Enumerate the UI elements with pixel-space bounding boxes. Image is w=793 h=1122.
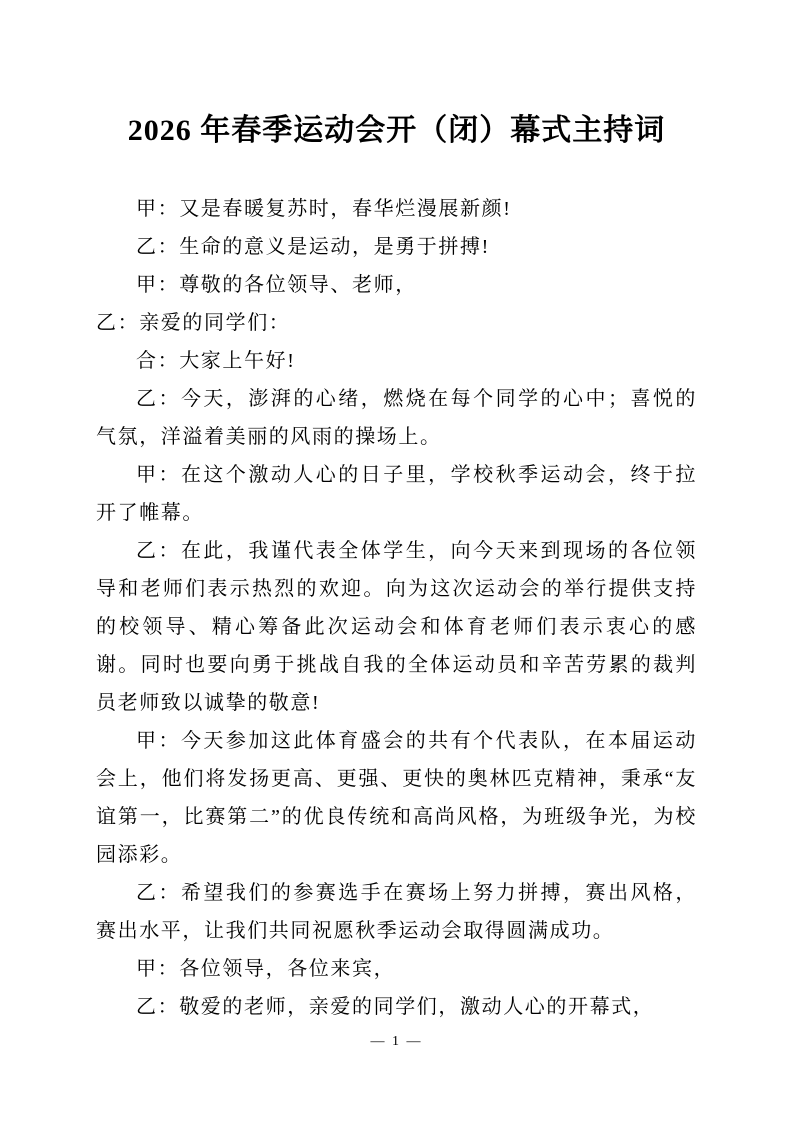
paragraph: 甲：在这个激动人心的日子里，学校秋季运动会，终于拉开了帷幕。 [96,464,697,524]
paragraph: 甲：今天参加这此体育盛会的共有个代表队，在本届运动会上，他们将发扬更高、更强、更快的奥林匹克精神，秉承“友谊第一，比赛第二”的优良传统和高尚风格，为班级争光，为校园添彩。 [96,730,697,866]
paragraph: 合：大家上午好! [136,350,296,372]
page-number: — 1 — [370,1034,423,1049]
paragraph: 乙：在此，我谨代表全体学生，向今天来到现场的各位领导和老师们表示热烈的欢迎。向为这次运动会的举行提供支持的校领导、精心筹备此次运动会和体育老师们表示衷心的感谢。同时也要向勇于挑战自我的全体运动员和辛苦劳累的裁判员老师致以诚挚的敬意! [96,540,697,714]
paragraph: 甲：又是春暖复苏时，春华烂漫展新颜! [136,198,512,220]
document-body [96,190,697,1026]
paragraph: 乙：希望我们的参赛选手在赛场上努力拼搏，赛出风格，赛出水平，让我们共同祝愿秋季运动会取得圆满成功。 [96,882,697,942]
paragraph: 甲：尊敬的各位领导、老师， [136,274,417,296]
paragraph: 乙：亲爱的同学们： [96,312,291,334]
paragraph: 甲：各位领导，各位来宾， [136,958,396,980]
paragraph: 乙：今天，澎湃的心绪，燃烧在每个同学的心中；喜悦的气氛，洋溢着美丽的风雨的操场上。 [96,388,697,448]
paragraph: 乙：生命的意义是运动，是勇于拼搏! [136,236,490,258]
document-title: 2026 年春季运动会开（闭）幕式主持词 [127,114,666,147]
paragraph: 乙：敬爱的老师，亲爱的同学们，激动人心的开幕式， [136,996,655,1018]
